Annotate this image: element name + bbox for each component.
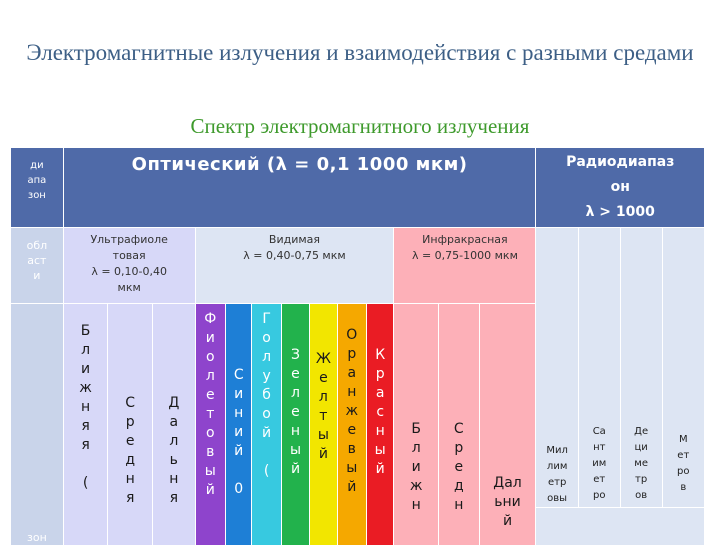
uv-area: Ультрафиоле товая λ = 0,10-0,40 мкм xyxy=(63,228,195,304)
yellow-band: Ж е л т ы й xyxy=(310,304,337,546)
uv-band-far: Д а л ь н я xyxy=(153,304,196,546)
uv-band-near: Б л и ж н я я ( xyxy=(63,304,108,546)
zones-label: зон xyxy=(11,304,64,546)
ir-band-mid: С р е д н xyxy=(439,304,480,546)
ir-area: Инфракрасная λ = 0,75-1000 мкм xyxy=(394,228,536,304)
violet-band: Ф и о л е т о в ы й xyxy=(195,304,225,546)
visible-area: Видимая λ = 0,40-0,75 мкм xyxy=(195,228,394,304)
green-band: З е л е н ы й xyxy=(281,304,309,546)
radio-band-dm: Де ци ме тр ов xyxy=(620,228,662,508)
ir-band-far: Дал ьни й xyxy=(479,304,536,546)
blue-band: С и н и й 0 xyxy=(226,304,252,546)
uv-band-mid: С р е д н я xyxy=(108,304,153,546)
radio-band-mm: Мил лим етр овы xyxy=(536,228,578,508)
page-title: Электромагнитные излучения и взаимодействия с разными средами xyxy=(26,40,694,65)
red-band: К р а с н ы й xyxy=(366,304,393,546)
radio-band-cm: Са нт им ет ро xyxy=(578,228,620,508)
header-range-label: ди апа зон xyxy=(11,148,64,228)
radio-band-m: М ет ро в xyxy=(662,228,704,508)
cyan-band: Г о л у б о й ( xyxy=(252,304,281,546)
areas-label: обл аст и xyxy=(11,228,64,304)
radio-area xyxy=(536,228,705,546)
radio-header: Радиодиапаз он λ > 1000 xyxy=(536,148,705,228)
page-subtitle: Спектр электромагнитного излучения xyxy=(190,114,530,138)
optical-header: Оптический (λ = 0,1 1000 мкм) xyxy=(63,148,536,228)
ir-band-near: Б л и ж н xyxy=(394,304,439,546)
spectrum-table xyxy=(10,147,705,546)
orange-band: О р а н ж е в ы й xyxy=(337,304,366,546)
